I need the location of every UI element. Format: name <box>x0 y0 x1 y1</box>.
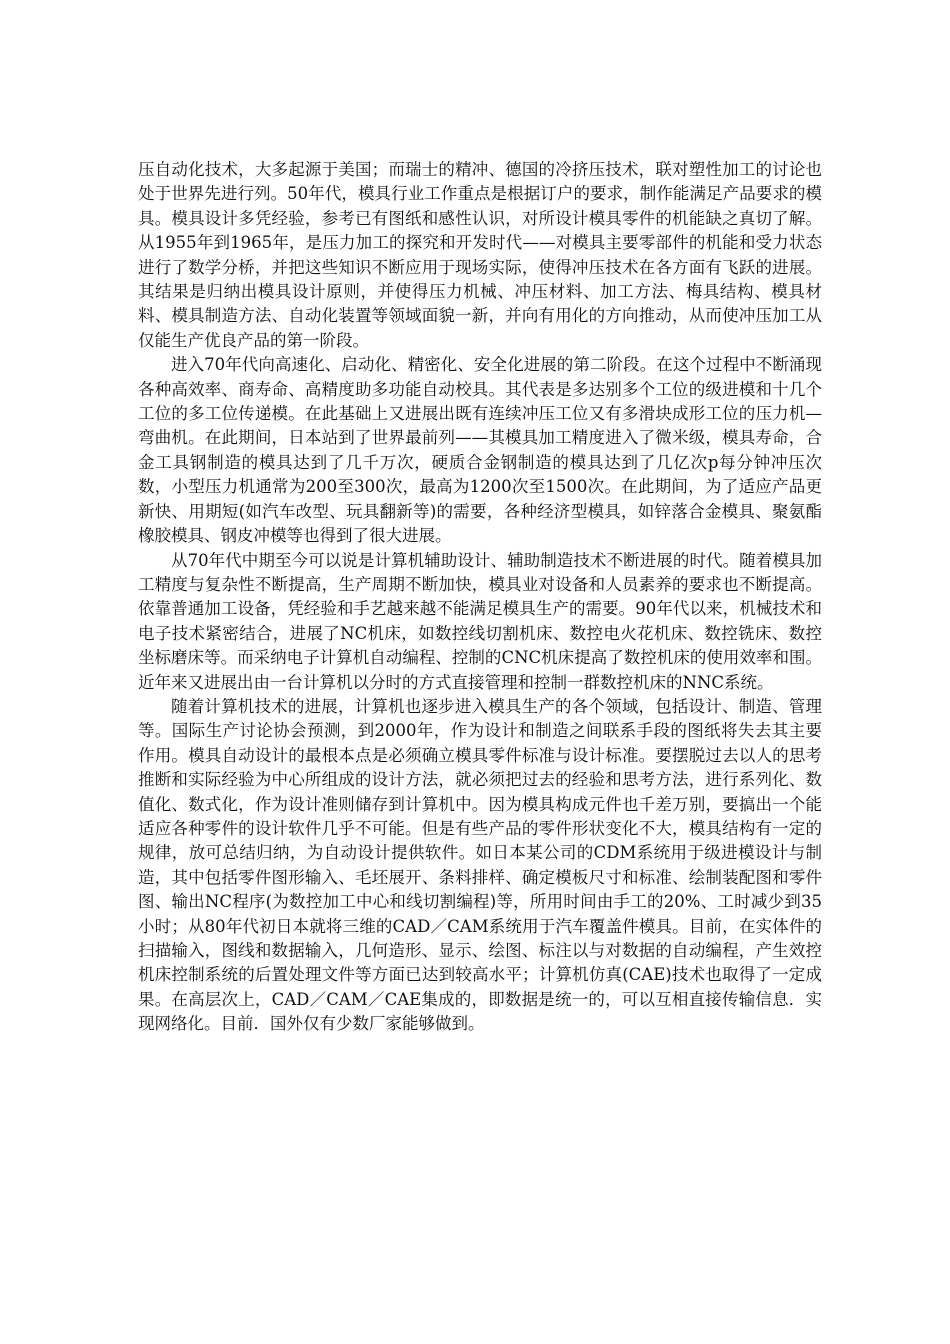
paragraph: 随着计算机技术的进展，计算机也逐步进入模具生产的各个领域，包括设计、制造、管理等。国际生产讨论协会预测，到2000年，作为设计和制造之间联系手段的图纸将失去其主要作用。模具自动设计的最根本点是必须确立模具零件标准与设计标准。要摆脱过去以人的思考推断和实际经验为中心所组成的设计方法，就必须把过去的经验和思考方法，进行系列化、数值化、数式化，作为设计准则储存到计算机中。因为模具构成元件也千差万别，要搞出一个能适应各种零件的设计软件几乎不可能。但是有些产品的零件形状变化不大，模具结构有一定的规律，放可总结归纳，为自动设计提供软件。如日本某公司的CDM系统用于级进模设计与制造，其中包括零件图形输入、毛坯展开、条料排样、确定模板尺寸和标准、绘制装配图和零件图、输出NC程序(为数控加工中心和线切割编程)等，所用时间由手工的20%、工时减少到35小时；从80年代初日本就将三维的CAD／CAM系统用于汽车覆盖件模具。目前，在实体件的扫描输入，图线和数据输入，几何造形、显示、绘图、标注以与对数据的自动编程，产生效控机床控制系统的后置处理文件等方面已达到较高水平；计算机仿真(CAE)技术也取得了一定成果。在高层次上，CAD／CAM／CAE集成的，即数据是统一的，可以互相直接传输信息．实现网络化。目前．国外仅有少数厂家能够做到。 <box>138 696 822 1034</box>
paragraph: 进入70年代向高速化、启动化、精密化、安全化进展的第二阶段。在这个过程中不断涌现各种高效率、商寿命、高精度助多功能自动校具。其代表是多达别多个工位的级进模和十几个工位的多工位传递模。在此基础上又进展出既有连续冲压工位又有多滑块成形工位的压力机—弯曲机。在此期间，日本站到了世界最前列——其模具加工精度进入了微米级，模具寿命，合金工具钢制造的模具达到了几千万次，硬质合金钢制造的模具达到了几亿次p每分钟冲压次数，小型压力机通常为200至300次，最高为1200次至1500次。在此期间，为了适应产品更新快、用期短(如汽车改型、玩具翻新等)的需要，各种经济型模具，如锌落合金模具、聚氨酯橡胶模具、钢皮冲模等也得到了很大进展。 <box>138 355 822 546</box>
paragraph-continuation: 压自动化技术，大多起源于美国；而瑞士的精冲、德国的冷挤压技术，联对塑性加工的讨论也处于世界先进行列。50年代，模具行业工作重点是根据订户的要求，制作能满足产品要求的模具。模具设计多凭经验，参考已有图纸和感性认识，对所设计模具零件的机能缺之真切了解。从1955年到1965年，是压力加工的探究和开发时代——对模具主要零部件的机能和受力状态进行了数学分桥，并把这些知识不断应用于现场实际，使得冲压技术在各方面有飞跃的进展。其结果是归纳出模具设计原则，并使得压力机械、冲压材料、加工方法、梅具结构、模具材料、模具制造方法、自动化装置等领域面貌一新，并向有用化的方向推动，从而使冲压加工从仅能生产优良产品的第一阶段。 <box>138 160 822 350</box>
paragraph: 从70年代中期至今可以说是计算机辅助设计、辅助制造技术不断进展的时代。随着模具加工精度与复杂性不断提高，生产周期不断加快，模具业对设备和人员素养的要求也不断提高。依靠普通加工设备，凭经验和手艺越来越不能满足模具生产的需要。90年代以来，机械技术和电子技术紧密结合，进展了NC机床，如数控线切割机床、数控电火花机床、数控铣床、数控坐标磨床等。而采纳电子计算机自动编程、控制的CNC机床提高了数控机床的使用效率和围。近年来又进展出由一台计算机以分时的方式直接管理和控制一群数控机床的NNC系统。 <box>138 550 822 692</box>
body-text <box>138 158 822 1037</box>
